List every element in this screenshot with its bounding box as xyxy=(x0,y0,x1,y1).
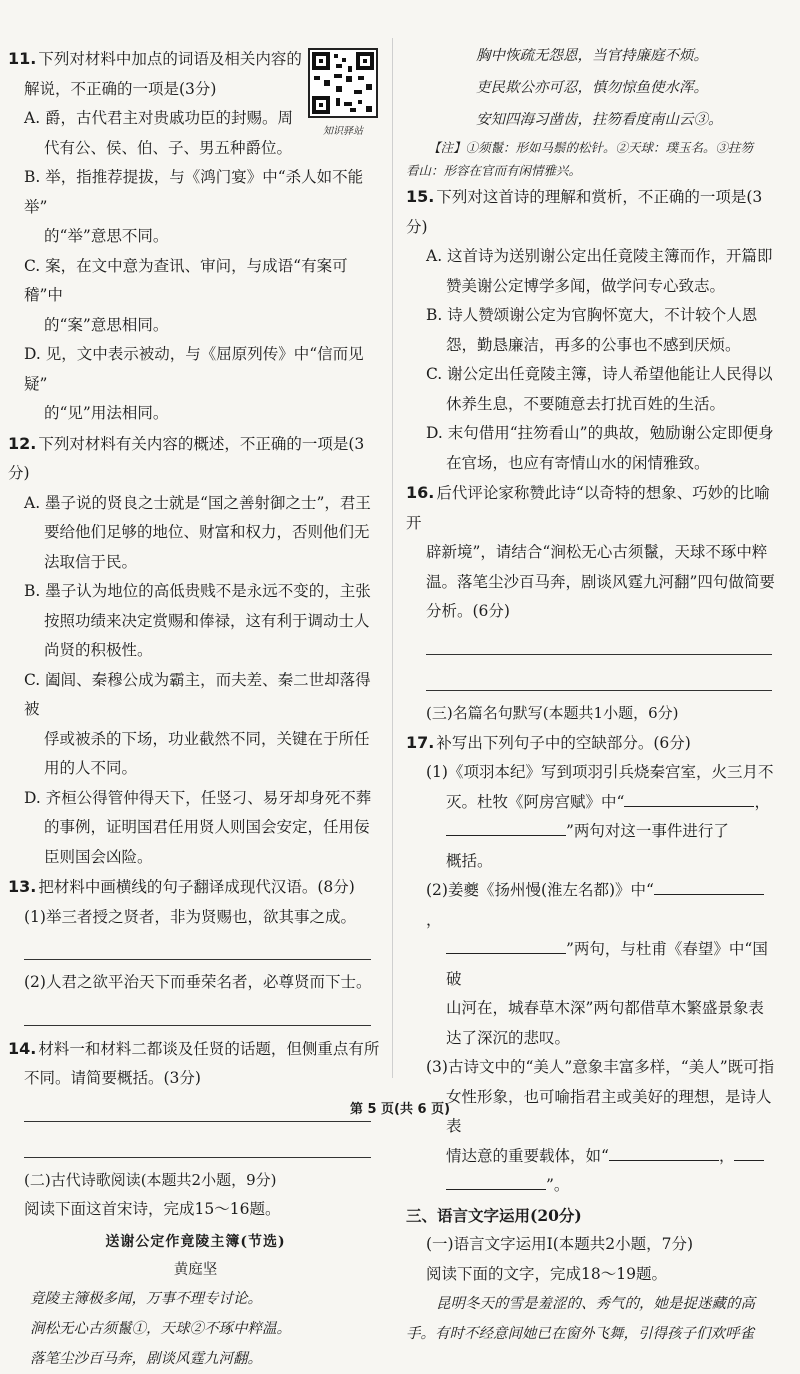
question-stem: 把材料中画横线的句子翻译成现代汉语。(8分) xyxy=(38,878,354,896)
option-d: 臣则国会凶险。 xyxy=(8,843,383,873)
part-3 xyxy=(406,1201,778,1350)
question-stem: 温。落笔尘沙百马奔，剧谈风霆九河翻”四句做简要 xyxy=(406,568,778,598)
fill-blank[interactable] xyxy=(734,1143,764,1161)
reading-text: 手。有时不经意间她已在窗外飞舞，引得孩子们欢呼雀 xyxy=(406,1319,778,1349)
option-a: 代有公、侯、伯、子、男五种爵位。 xyxy=(8,134,383,164)
section-title: (二)古代诗歌阅读(本题共2小题，9分) xyxy=(8,1166,383,1195)
option-c: 休养生息，不要随意去打扰百姓的生活。 xyxy=(406,390,778,420)
question-number: 14. xyxy=(8,1039,36,1058)
option-b: B. 墨子认为地位的高低贵贱不是永远不变的，主张 xyxy=(8,577,383,607)
answer-line[interactable] xyxy=(24,998,371,1026)
item-1: 概括。 xyxy=(406,847,778,877)
part-intro: 阅读下面的文字，完成18～19题。 xyxy=(406,1260,778,1290)
question-number: 15. xyxy=(406,187,434,206)
poem-note: 看山：形容在官而有闲情雅兴。 xyxy=(406,159,778,182)
reading-text: 昆明冬天的雪是羞涩的、秀气的，她是捉迷藏的高 xyxy=(406,1289,778,1319)
question-stem: 下列对材料中加点的词语及相关内容的 xyxy=(38,50,302,68)
question-14 xyxy=(8,1034,383,1158)
item-1: ”两句对这一事件进行了 xyxy=(566,822,729,840)
item-2: 达了深沉的悲叹。 xyxy=(406,1024,778,1054)
poem-line: 落笔尘沙百马奔，剧谈风霆九河翻。 xyxy=(8,1344,383,1374)
option-d: D. 见，文中表示被动，与《屈原列传》中“信而见疑” xyxy=(8,340,383,399)
section-title: (三)名篇名句默写(本题共1小题，6分) xyxy=(406,699,778,728)
option-a: 要给他们足够的地位、财富和权力，否则他们无 xyxy=(8,518,383,548)
item-2: 山河在，城春草木深”两句都借草木繁盛景象表 xyxy=(406,994,778,1024)
option-b: 的“举”意思不同。 xyxy=(8,222,383,252)
option-d: D. 末句借用“拄笏看山”的典故，勉励谢公定即便身 xyxy=(406,419,778,449)
poem-author: 黄庭坚 xyxy=(8,1256,383,1284)
question-stem: 分析。(6分) xyxy=(406,597,778,627)
question-stem: 不同。请简要概括。(3分) xyxy=(8,1064,383,1094)
poem-line: 竟陵主簿极多闻，万事不理专讨论。 xyxy=(8,1284,383,1314)
item-2: (2)姜夔《扬州慢(淮左名都)》中“ xyxy=(426,881,654,899)
option-d: 的“见”用法相同。 xyxy=(8,399,383,429)
fill-blank[interactable] xyxy=(446,936,566,954)
option-a: A. 这首诗为送别谢公定出任竟陵主簿而作，开篇即 xyxy=(406,242,778,272)
option-d: 的事例，证明国君任用贤人则国会安定，任用佞 xyxy=(8,813,383,843)
fill-blank[interactable] xyxy=(446,1172,546,1190)
part-subtitle: (一)语言文字运用Ⅰ(本题共2小题，7分) xyxy=(406,1230,778,1260)
question-11 xyxy=(8,44,383,429)
right-column xyxy=(406,40,778,1349)
section-poetry xyxy=(8,1166,383,1374)
poem-line: 胸中恢疏无怨恩，当官持廉庭不烦。 xyxy=(406,40,778,72)
option-c: C. 阖闾、秦穆公成为霸主，而夫差、秦二世却落得被 xyxy=(8,666,383,725)
question-stem: 下列对这首诗的理解和赏析，不正确的一项是(3分) xyxy=(406,188,762,236)
option-c: C. 谢公定出任竟陵主簿，诗人希望他能让人民得以 xyxy=(406,360,778,390)
page-footer: 第 5 页(共 6 页) xyxy=(0,1098,800,1117)
item-1: 灭。杜牧《阿房宫赋》中“ xyxy=(446,793,624,811)
poem-line: 安知四海习凿齿，拄笏看度南山云③。 xyxy=(406,104,778,136)
fill-blank[interactable] xyxy=(446,818,566,836)
question-stem: 材料一和材料二都谈及任贤的话题，但侧重点有所 xyxy=(38,1040,379,1058)
poem-title: 送谢公定作竟陵主簿(节选) xyxy=(8,1228,383,1256)
option-b: B. 举，指推荐提拔，与《鸿门宴》中“杀人如不能举” xyxy=(8,163,383,222)
question-number: 16. xyxy=(406,483,434,502)
question-stem: 补写出下列句子中的空缺部分。(6分) xyxy=(436,734,690,752)
left-column xyxy=(8,44,383,1374)
question-17: 17. 补写出下列句子中的空缺部分。(6分) (1)《项羽本纪》写到项羽引兵烧秦宫室，火三月不 灭。杜牧《阿房宫赋》中“ ， ”两句对这一事件进行了 概括。 (2)姜夔《扬州慢(淮左名都)》中“， ”两句，与杜甫《春望》中“国破 山河在，城春草木深”两句都借草木繁盛景象表 达了深沉的悲叹。 (3)古诗文中的“美人”意象丰富多样，“美人”既可指 女性形象，也可喻指君主或美好的理想，是诗人表 情达意的重要载体，如“ ， ”。 xyxy=(406,728,778,1201)
question-13 xyxy=(8,872,383,1026)
answer-line[interactable] xyxy=(24,1130,371,1158)
sentence-1: (1)举三者授之贤者，非为贤赐也，欲其事之成。 xyxy=(8,903,383,933)
option-b: 按照功绩来决定赏赐和俸禄，这有利于调动士人 xyxy=(8,607,383,637)
item-3: 情达意的重要载体，如“ xyxy=(446,1147,609,1165)
option-d: 在官场，也应有寄情山水的闲情雅致。 xyxy=(406,449,778,479)
option-d: D. 齐桓公得管仲得天下，任竖刁、易牙却身死不葬 xyxy=(8,784,383,814)
option-c: 用的人不同。 xyxy=(8,754,383,784)
item-1: (1)《项羽本纪》写到项羽引兵烧秦宫室，火三月不 xyxy=(406,758,778,788)
option-c: C. 案，在文中意为查讯、审问，与成语“有案可稽”中 xyxy=(8,252,383,311)
option-a: A. 墨子说的贤良之士就是“国之善射御之士”，君王 xyxy=(8,489,383,519)
answer-line[interactable] xyxy=(426,627,772,655)
column-divider xyxy=(392,38,393,1078)
question-stem: 解说，不正确的一项是(3分) xyxy=(8,75,383,105)
section-intro: 阅读下面这首宋诗，完成15～16题。 xyxy=(8,1195,383,1225)
sentence-2: (2)人君之欲平治天下而垂荣名者，必尊贤而下士。 xyxy=(8,968,383,998)
fill-blank[interactable] xyxy=(654,877,764,895)
fill-blank[interactable] xyxy=(609,1143,719,1161)
option-b: B. 诗人赞颂谢公定为官胸怀宽大，不计较个人恩 xyxy=(406,301,778,331)
answer-line[interactable] xyxy=(426,663,772,691)
question-number: 13. xyxy=(8,877,36,896)
question-12 xyxy=(8,429,383,873)
option-c: 的“案”意思相同。 xyxy=(8,311,383,341)
question-number: 11. xyxy=(8,49,36,68)
option-b: 尚贤的积极性。 xyxy=(8,636,383,666)
option-a: 赞美谢公定博学多闻，做学问专心致志。 xyxy=(406,272,778,302)
option-a: A. 爵，古代君主对贵戚功臣的封赐。周 xyxy=(8,104,383,134)
answer-line[interactable] xyxy=(24,932,371,960)
item-2: ”两句，与杜甫《春望》中“国破 xyxy=(446,940,768,988)
qr-label: 知识驿站 xyxy=(308,122,378,137)
fill-blank[interactable] xyxy=(624,789,754,807)
part-title: 三、语言文字运用(20分) xyxy=(406,1201,778,1231)
poem-line: 吏民欺公亦可忍，慎勿惊鱼使水浑。 xyxy=(406,72,778,104)
question-15 xyxy=(406,182,778,478)
option-b: 怨，勤恳廉洁，再多的公事也不感到厌烦。 xyxy=(406,331,778,361)
item-3: 女性形象，也可喻指君主或美好的理想，是诗人表 xyxy=(406,1083,778,1142)
poem-line: 涧松无心古须鬣①，天球②不琢中粹温。 xyxy=(8,1314,383,1344)
question-stem: 辟新境”，请结合“涧松无心古须鬣，天球不琢中粹 xyxy=(406,538,778,568)
poem-note: 【注】①须鬣：形如马鬃的松针。②天球：璞玉名。③拄笏 xyxy=(406,136,778,159)
question-16 xyxy=(406,478,778,691)
question-stem: 后代评论家称赞此诗“以奇特的想象、巧妙的比喻开 xyxy=(406,484,770,532)
option-c: 俘或被杀的下场，功业截然不同，关键在于所任 xyxy=(8,725,383,755)
item-3: ”。 xyxy=(546,1176,569,1194)
question-number: 17. xyxy=(406,733,434,752)
question-number: 12. xyxy=(8,434,36,453)
question-stem: 下列对材料有关内容的概述，不正确的一项是(3分) xyxy=(8,435,364,483)
item-3: (3)古诗文中的“美人”意象丰富多样，“美人”既可指 xyxy=(406,1053,778,1083)
option-a: 法取信于民。 xyxy=(8,548,383,578)
